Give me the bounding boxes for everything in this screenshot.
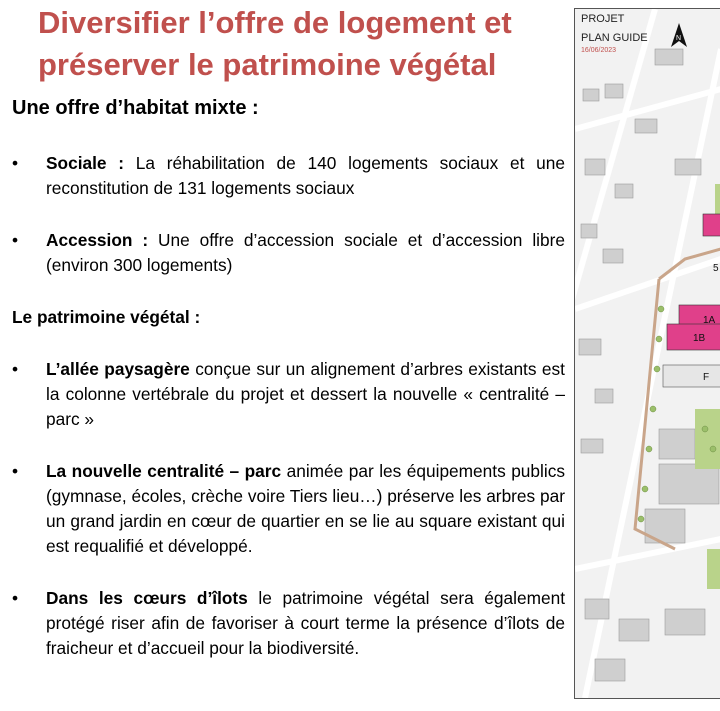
lot-label-5: 5 xyxy=(713,263,719,274)
item-text: le patrimoine végétal sera également protégé riser afin de favoriser à court terme la présence d’îlots de fraicheur et d’accueil pour la biodiversité. xyxy=(46,588,565,658)
bullet: • xyxy=(12,461,19,481)
item-bold-label: Sociale : xyxy=(46,153,125,173)
map-drawing xyxy=(575,9,720,698)
building xyxy=(619,619,649,641)
building xyxy=(585,159,605,175)
north-label: N xyxy=(676,35,682,42)
building xyxy=(665,609,705,635)
building xyxy=(675,159,701,175)
building xyxy=(635,119,657,133)
bullet: • xyxy=(12,230,19,250)
building xyxy=(579,339,601,355)
list-item xyxy=(12,228,565,278)
map-title-line-2: PLAN GUIDE xyxy=(581,32,648,44)
bullet: • xyxy=(12,359,19,379)
building xyxy=(605,84,623,98)
tree xyxy=(646,446,652,452)
bullet: • xyxy=(12,588,19,608)
building xyxy=(595,659,625,681)
list-item xyxy=(12,151,565,201)
building xyxy=(583,89,599,101)
title-line-1: Diversifier l’offre de logement et xyxy=(38,5,512,40)
tree xyxy=(658,306,664,312)
tree xyxy=(654,366,660,372)
building xyxy=(603,249,623,263)
lot-label-1a: 1A xyxy=(703,315,716,326)
lot-label-1b: 1B xyxy=(693,333,706,344)
building xyxy=(581,224,597,238)
item-text: animée par les équipements publics (gymnase, écoles, crèche voire Tiers lieu…) préserve les arbres par un grand jardin en cœur de quartier en se lie au square existant qui est requalifié et développé. xyxy=(46,461,565,556)
slide-title xyxy=(38,2,568,86)
item-bold-label: La nouvelle centralité – parc xyxy=(46,461,282,481)
tree xyxy=(710,446,716,452)
bullet: • xyxy=(12,153,19,173)
building xyxy=(659,429,695,459)
section-heading-vegetal: Le patrimoine végétal : xyxy=(12,307,201,327)
item-text: Une offre d’accession sociale et d’accession libre (environ 300 logements) xyxy=(46,230,565,275)
tree xyxy=(650,406,656,412)
list-item xyxy=(12,586,565,661)
map-date: 16/06/2023 xyxy=(581,47,617,54)
lot-f xyxy=(663,365,720,387)
item-bold-label: L’allée paysagère xyxy=(46,359,190,379)
lot-label-f: F xyxy=(703,372,710,383)
tree xyxy=(642,486,648,492)
tree xyxy=(656,336,662,342)
item-bold-label: Accession : xyxy=(46,230,149,250)
map-title-line-1: PROJET xyxy=(581,13,625,25)
item-bold-label: Dans les cœurs d’îlots xyxy=(46,588,248,608)
plan-guide-map xyxy=(574,8,720,699)
item-text: La réhabilitation de 140 logements sociaux et une reconstitution de 131 logements sociaux xyxy=(46,153,565,198)
building xyxy=(585,599,609,619)
building xyxy=(595,389,613,403)
slide-content xyxy=(12,96,565,661)
tree xyxy=(702,426,708,432)
section-heading-habitat: Une offre d’habitat mixte : xyxy=(12,97,259,119)
title-line-2: préserver le patrimoine végétal xyxy=(38,47,497,82)
tree xyxy=(638,516,644,522)
green-area xyxy=(707,549,720,589)
building xyxy=(615,184,633,198)
green-area xyxy=(695,409,720,469)
building xyxy=(655,49,683,65)
list-item xyxy=(12,459,565,559)
building xyxy=(659,464,719,504)
building xyxy=(581,439,603,453)
lot-5 xyxy=(703,214,720,236)
item-text: conçue sur un alignement d’arbres existants est la colonne vertébrale du projet et dessert la nouvelle « centralité – parc » xyxy=(46,359,565,429)
list-item xyxy=(12,357,565,432)
